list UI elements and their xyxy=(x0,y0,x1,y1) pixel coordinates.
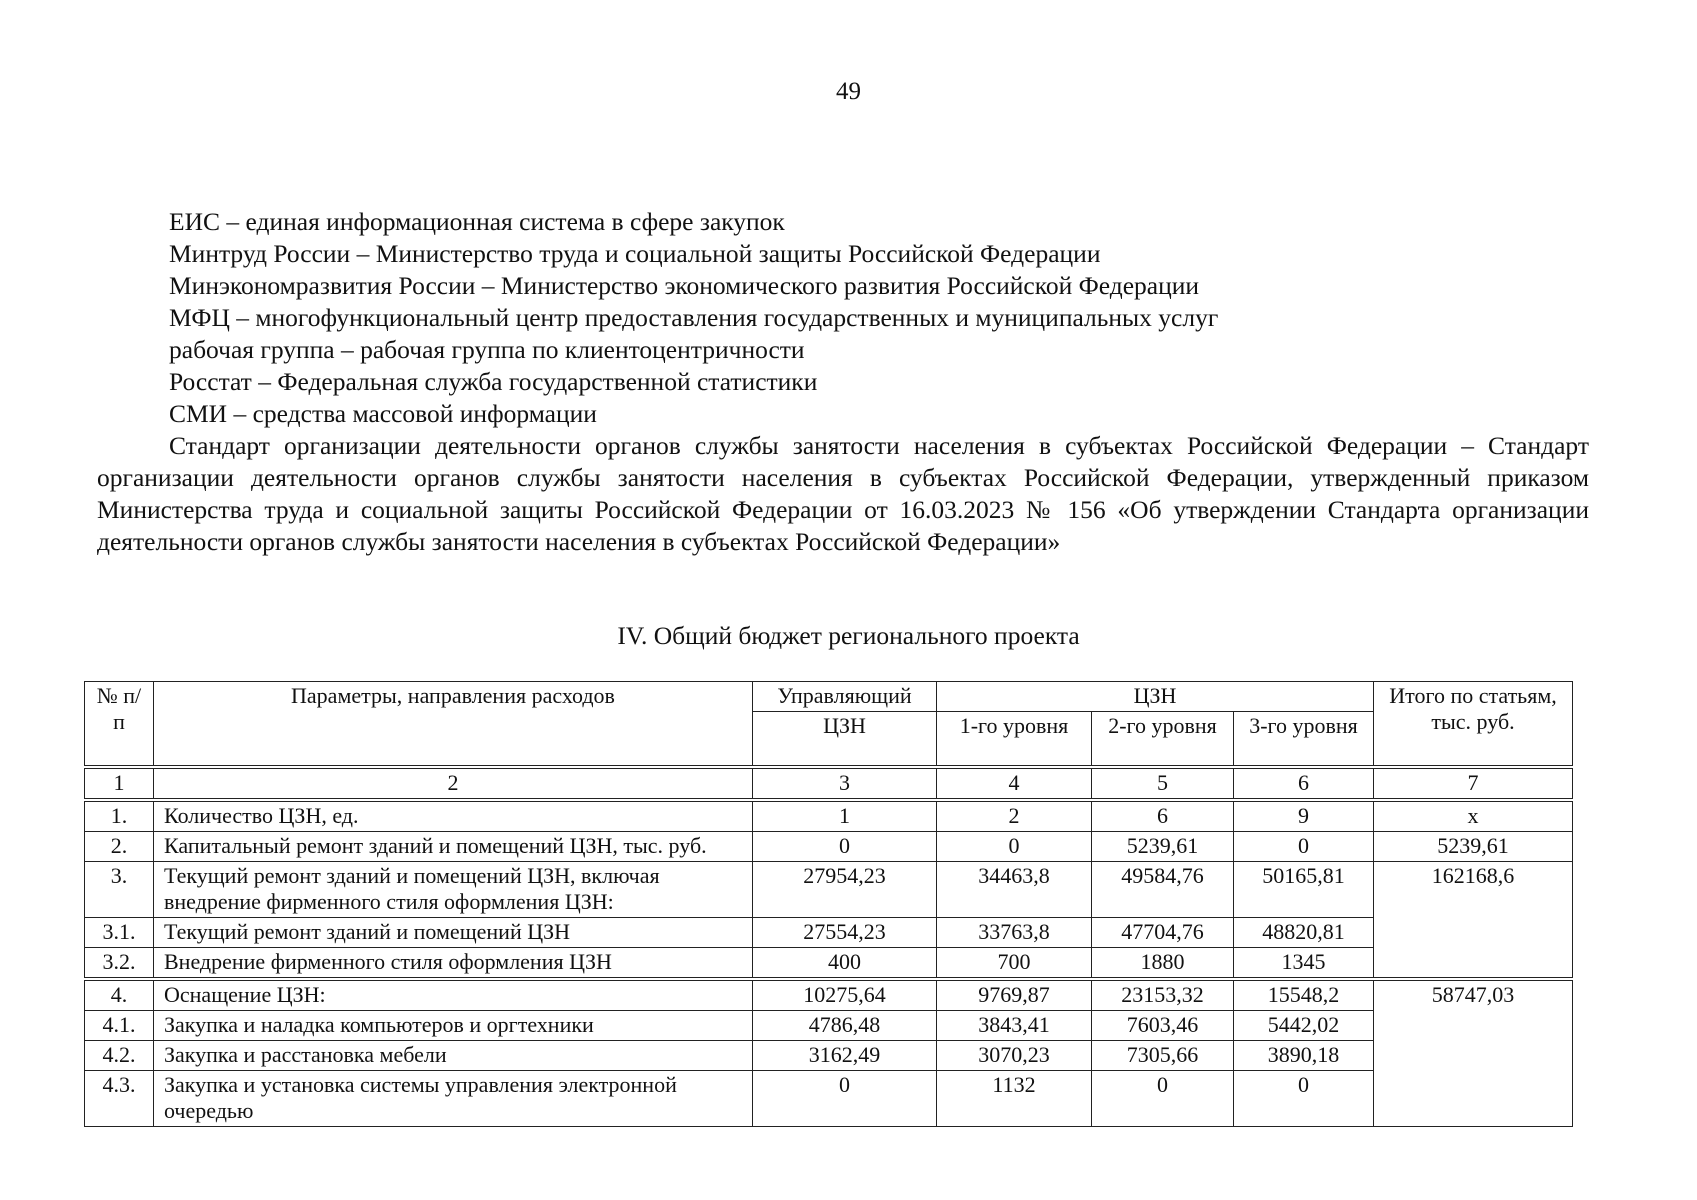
header-czn: ЦЗН xyxy=(937,682,1374,712)
abbreviations-list xyxy=(169,206,1589,430)
row-name: Текущий ремонт зданий и помещений ЦЗН xyxy=(154,918,753,948)
row-level2: 49584,76 xyxy=(1092,862,1234,918)
row-num: 4.2. xyxy=(85,1041,154,1071)
header-level2: 2-го уровня xyxy=(1092,712,1234,768)
row-managing: 3162,49 xyxy=(753,1041,937,1071)
row-level1: 1132 xyxy=(937,1071,1092,1127)
row-managing: 27954,23 xyxy=(753,862,937,918)
row-managing: 400 xyxy=(753,948,937,980)
row-level1: 3070,23 xyxy=(937,1041,1092,1071)
row-level1: 9769,87 xyxy=(937,979,1092,1011)
table-row xyxy=(85,948,1573,980)
row-total: 162168,6 xyxy=(1374,862,1573,980)
header-level1: 1-го уровня xyxy=(937,712,1092,768)
budget-table xyxy=(84,681,1573,1127)
row-level3: 9 xyxy=(1234,800,1374,832)
row-managing: 0 xyxy=(753,1071,937,1127)
row-level2: 0 xyxy=(1092,1071,1234,1127)
row-managing: 0 xyxy=(753,832,937,862)
row-managing: 1 xyxy=(753,800,937,832)
section-title: IV. Общий бюджет регионального проекта xyxy=(617,621,1080,650)
row-level1: 0 xyxy=(937,832,1092,862)
header-managing-top: Управляющий xyxy=(753,682,937,712)
table-row xyxy=(85,800,1573,832)
header-params: Параметры, направления расходов xyxy=(154,682,753,768)
table-row xyxy=(85,832,1573,862)
row-num: 2. xyxy=(85,832,154,862)
row-name: Текущий ремонт зданий и помещений ЦЗН, включая внедрение фирменного стиля оформления ЦЗН: xyxy=(154,862,753,918)
row-level3: 3890,18 xyxy=(1234,1041,1374,1071)
abbreviation-line: МФЦ – многофункциональный центр предоставления государственных и муниципальных услуг xyxy=(169,303,1219,332)
column-index: 4 xyxy=(937,767,1092,800)
page-number: 49 xyxy=(836,78,861,105)
row-level3: 48820,81 xyxy=(1234,918,1374,948)
row-name: Закупка и расстановка мебели xyxy=(154,1041,753,1071)
column-index: 5 xyxy=(1092,767,1234,800)
row-num: 4.1. xyxy=(85,1011,154,1041)
row-level1: 700 xyxy=(937,948,1092,980)
column-index: 6 xyxy=(1234,767,1374,800)
standard-definition-paragraph: Стандарт организации деятельности органов службы занятости населения в субъектах Российской Федерации – Стандарт организации деятельности органов службы занятости населения в субъектах Российской Федерации, утвержденный приказом Министерства труда и социальной защиты Российской Федерации от 16.03.2023 № 156 «Об утверждении Стандарта организации деятельности органов службы занятости населения в субъектах Российской Федерации» xyxy=(97,431,1589,556)
row-level3: 1345 xyxy=(1234,948,1374,980)
abbreviation-line: Росстат – Федеральная служба государственной статистики xyxy=(169,367,818,396)
row-level2: 1880 xyxy=(1092,948,1234,980)
table-header-row xyxy=(85,682,1573,712)
table-row xyxy=(85,918,1573,948)
column-index: 7 xyxy=(1374,767,1573,800)
header-num: № п/п xyxy=(85,682,154,768)
row-name: Оснащение ЦЗН: xyxy=(154,979,753,1011)
header-level3: 3-го уровня xyxy=(1234,712,1374,768)
row-num: 1. xyxy=(85,800,154,832)
abbreviation-line: рабочая группа – рабочая группа по клиентоцентричности xyxy=(169,335,805,364)
row-num: 3. xyxy=(85,862,154,918)
row-level2: 7603,46 xyxy=(1092,1011,1234,1041)
row-level2: 5239,61 xyxy=(1092,832,1234,862)
row-level2: 23153,32 xyxy=(1092,979,1234,1011)
row-level1: 34463,8 xyxy=(937,862,1092,918)
row-level3: 0 xyxy=(1234,1071,1374,1127)
table-row xyxy=(85,1071,1573,1127)
row-total: x xyxy=(1374,800,1573,832)
row-level3: 50165,81 xyxy=(1234,862,1374,918)
row-level1: 33763,8 xyxy=(937,918,1092,948)
row-level2: 6 xyxy=(1092,800,1234,832)
column-index: 3 xyxy=(753,767,937,800)
row-level3: 5442,02 xyxy=(1234,1011,1374,1041)
column-index: 2 xyxy=(154,767,753,800)
row-total: 5239,61 xyxy=(1374,832,1573,862)
row-managing: 4786,48 xyxy=(753,1011,937,1041)
table-row xyxy=(85,1011,1573,1041)
table-row xyxy=(85,1041,1573,1071)
row-num: 3.1. xyxy=(85,918,154,948)
header-managing-bottom: ЦЗН xyxy=(753,712,937,768)
row-level1: 2 xyxy=(937,800,1092,832)
row-level3: 15548,2 xyxy=(1234,979,1374,1011)
row-num: 4. xyxy=(85,979,154,1011)
column-index: 1 xyxy=(85,767,154,800)
abbreviation-line: СМИ – средства массовой информации xyxy=(169,399,597,428)
abbreviation-line: ЕИС – единая информационная система в сфере закупок xyxy=(169,207,785,236)
column-index-row xyxy=(85,767,1573,800)
abbreviation-line: Минтруд России – Министерство труда и социальной защиты Российской Федерации xyxy=(169,239,1101,268)
row-managing: 27554,23 xyxy=(753,918,937,948)
table-row xyxy=(85,862,1573,918)
row-managing: 10275,64 xyxy=(753,979,937,1011)
row-name: Капитальный ремонт зданий и помещений ЦЗН, тыс. руб. xyxy=(154,832,753,862)
row-name: Внедрение фирменного стиля оформления ЦЗН xyxy=(154,948,753,980)
row-total: 58747,03 xyxy=(1374,979,1573,1127)
header-total: Итого по статьям, тыс. руб. xyxy=(1374,682,1573,768)
row-level1: 3843,41 xyxy=(937,1011,1092,1041)
row-level2: 7305,66 xyxy=(1092,1041,1234,1071)
row-name: Закупка и наладка компьютеров и оргтехники xyxy=(154,1011,753,1041)
row-name: Количество ЦЗН, ед. xyxy=(154,800,753,832)
row-level2: 47704,76 xyxy=(1092,918,1234,948)
row-level3: 0 xyxy=(1234,832,1374,862)
row-num: 4.3. xyxy=(85,1071,154,1127)
row-num: 3.2. xyxy=(85,948,154,980)
row-name: Закупка и установка системы управления электронной очередью xyxy=(154,1071,753,1127)
abbreviation-line: Минэкономразвития России – Министерство экономического развития Российской Федерации xyxy=(169,271,1200,300)
table-row xyxy=(85,979,1573,1011)
